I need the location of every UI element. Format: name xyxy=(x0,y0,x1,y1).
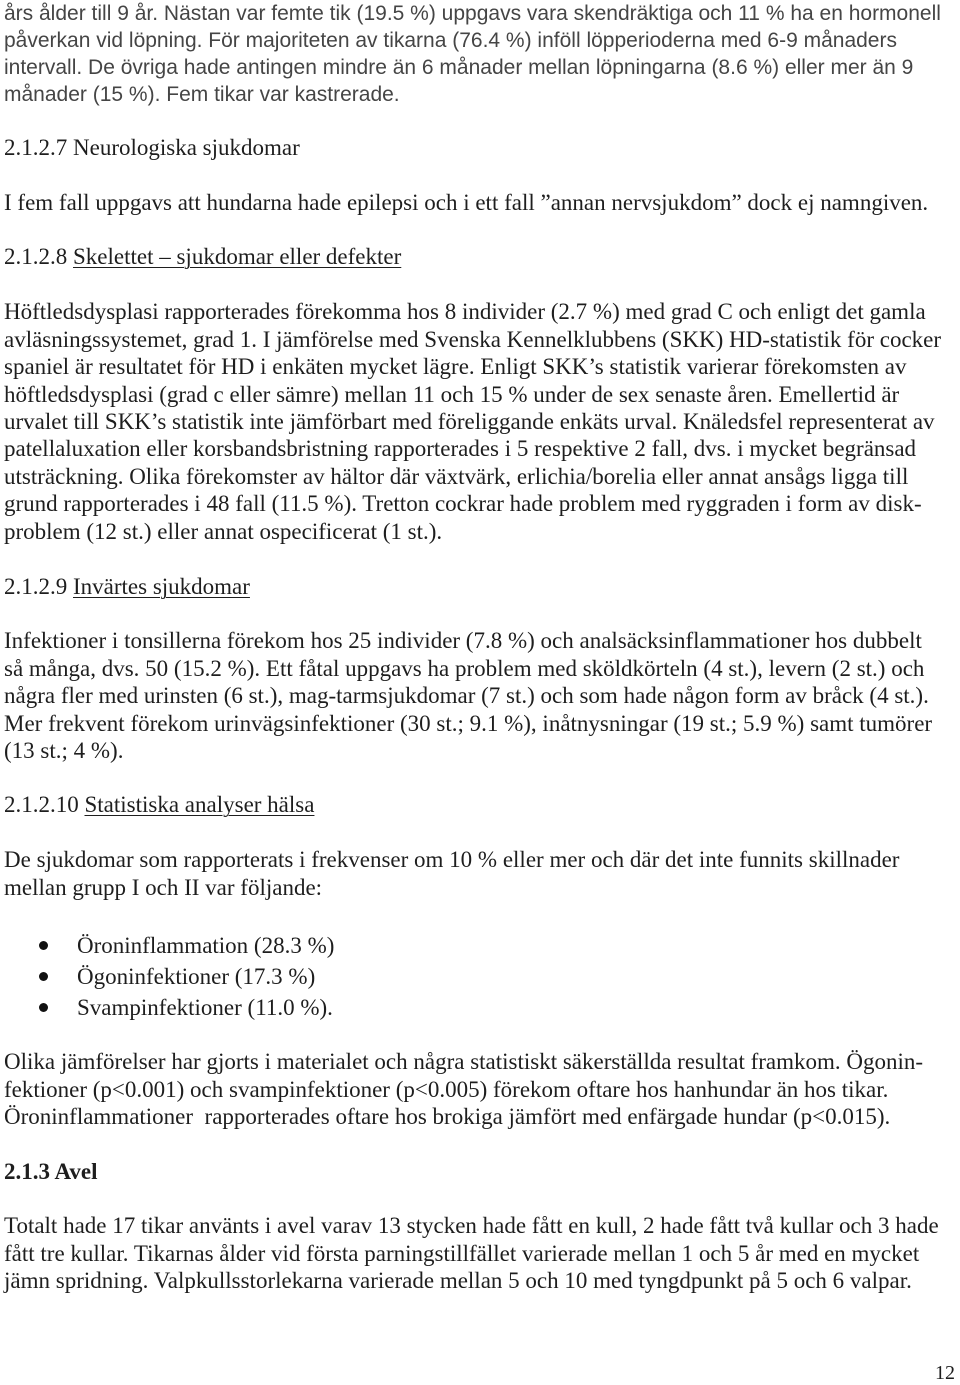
section-number: 2.1.2.10 xyxy=(4,792,79,818)
list-item-text: Svampinfektioner (11.0 %). xyxy=(77,994,333,1020)
text-line: problem (12 st.) eller annat ospecificerat (1 st.). xyxy=(4,518,443,544)
bullet-icon xyxy=(39,1003,48,1012)
text-line: höftledsdysplasi (grad c eller sämre) mellan 11 och 15 % under de sex senaste åren. Emellertid är xyxy=(4,381,900,407)
section-title: Skelettet – sjukdomar eller defekter xyxy=(73,244,402,270)
text-line: års ålder till 9 år. Nästan var femte tik (19.5 %) uppgavs vara skendräktiga och 11 % ha en hormonell xyxy=(4,2,941,25)
intro-paragraph xyxy=(4,0,941,108)
section-heading xyxy=(4,791,314,818)
list-item-text: Öroninflammation (28.3 %) xyxy=(77,932,335,958)
section-heading xyxy=(4,243,401,270)
text-line: urvalet till SKK’s statistik inte jämförbart med föreliggande enkäts urval. Knäledsfel representerat av xyxy=(4,408,935,434)
text-line: patellaluxation eller korsbandsbristning rapporterades i 5 respektive 2 fall, dvs. i mycket begränsad xyxy=(4,436,917,462)
paragraph xyxy=(4,1048,923,1131)
text-line: så många, dvs. 50 (15.2 %). Ett fåtal uppgavs ha problem med sköldkörteln (4 st.), levern (2 st.) och xyxy=(4,655,925,681)
list-item xyxy=(0,961,960,992)
text-line: Mer frekvent förekom urinvägsinfektioner (30 st.; 9.1 %), inåtnysningar (19 st.; 5.9 %) samt tumörer xyxy=(4,710,933,736)
section-heading xyxy=(4,134,300,161)
section-title: Invärtes sjukdomar xyxy=(73,574,250,600)
text-line: Olika jämförelser har gjorts i materialet och några statistiskt säkerställda resultat framkom. Ögonin- xyxy=(4,1049,924,1075)
text-line: månader (15 %). Fem tikar var kastrerade. xyxy=(4,83,400,106)
page-number: 12 xyxy=(935,1362,955,1384)
section-number: 2.1.3 xyxy=(4,1159,50,1185)
list-item xyxy=(0,992,960,1023)
text-line: Infektioner i tonsillerna förekom hos 25 individer (7.8 %) och analsäcksinflammationer hos dubbelt xyxy=(4,628,922,654)
paragraph xyxy=(4,1212,939,1295)
paragraph xyxy=(4,298,941,545)
text-line: fått tre kullar. Tikarnas ålder vid första parningstillfället varierade mellan 1 och 5 år med en mycket xyxy=(4,1240,920,1266)
paragraph xyxy=(4,627,932,765)
text-line: mellan grupp I och II var följande: xyxy=(4,874,323,900)
text-line: utsträckning. Olika förekomster av hältor där växtvärk, erlichia/borelia eller annat ansågs ligga till xyxy=(4,463,909,489)
text-line: Öroninflammationer rapporterades oftare hos brokiga jämfört med enfärgade hundar (p<0.015). xyxy=(4,1104,891,1130)
section-heading xyxy=(4,573,250,600)
text-line: jämn spridning. Valpkullsstorlekarna varierade mellan 5 och 10 med tyngdpunkt på 5 och 6 valpar. xyxy=(4,1268,912,1294)
text-line: intervall. De övriga hade antingen mindre än 6 månader mellan löpningarna (8.6 %) eller mer än 9 xyxy=(4,56,914,79)
section-number: 2.1.2.9 xyxy=(4,574,68,600)
list-item xyxy=(0,930,960,961)
list-item-text: Ögoninfektioner (17.3 %) xyxy=(77,963,316,989)
text-line: fektioner (p<0.001) och svampinfektioner (p<0.005) förekom oftare hos hanhundar än hos tikar. xyxy=(4,1076,889,1102)
paragraph xyxy=(4,846,899,901)
section-title: Statistiska analyser hälsa xyxy=(84,792,315,818)
text-line: De sjukdomar som rapporterats i frekvenser om 10 % eller mer och där det inte funnits skillnader xyxy=(4,847,900,873)
paragraph xyxy=(4,189,928,216)
text-line: I fem fall uppgavs att hundarna hade epilepsi och i ett fall ”annan nervsjukdom” dock ej namngiven. xyxy=(4,190,929,216)
text-line: Höftledsdysplasi rapporterades förekomma hos 8 individer (2.7 %) med grad C och enligt det gamla xyxy=(4,299,926,325)
text-line: (13 st.; 4 %). xyxy=(4,738,124,764)
bullet-icon xyxy=(39,941,48,950)
text-line: avläsningssystemet, grad 1. I jämförelse med Svenska Kennelklubbens (SKK) HD-statistik för cocker xyxy=(4,326,942,352)
section-title: Neurologiska sjukdomar xyxy=(73,135,300,161)
section-number: 2.1.2.7 xyxy=(4,135,68,161)
bullet-list xyxy=(0,930,960,1023)
text-line: några fler med urinsten (6 st.), mag-tarmsjukdomar (7 st.) och som hade någon form av bråck (4 st.). xyxy=(4,683,929,709)
section-heading xyxy=(4,1158,98,1185)
section-number: 2.1.2.8 xyxy=(4,244,68,270)
text-line: spaniel är resultatet för HD i enkäten mycket lägre. Enligt SKK’s statistik varierar förekomsten av xyxy=(4,354,907,380)
text-line: Totalt hade 17 tikar använts i avel varav 13 stycken hade fått en kull, 2 hade fått två kullar och 3 hade xyxy=(4,1213,939,1239)
bullet-icon xyxy=(39,972,48,981)
text-line: påverkan vid löpning. För majoriteten av tikarna (76.4 %) inföll löpperioderna med 6-9 månaders xyxy=(4,29,897,52)
section-title: Avel xyxy=(54,1159,98,1185)
text-line: grund rapporterades i 48 fall (11.5 %). Tretton cockrar hade problem med ryggraden i form av disk- xyxy=(4,491,922,517)
